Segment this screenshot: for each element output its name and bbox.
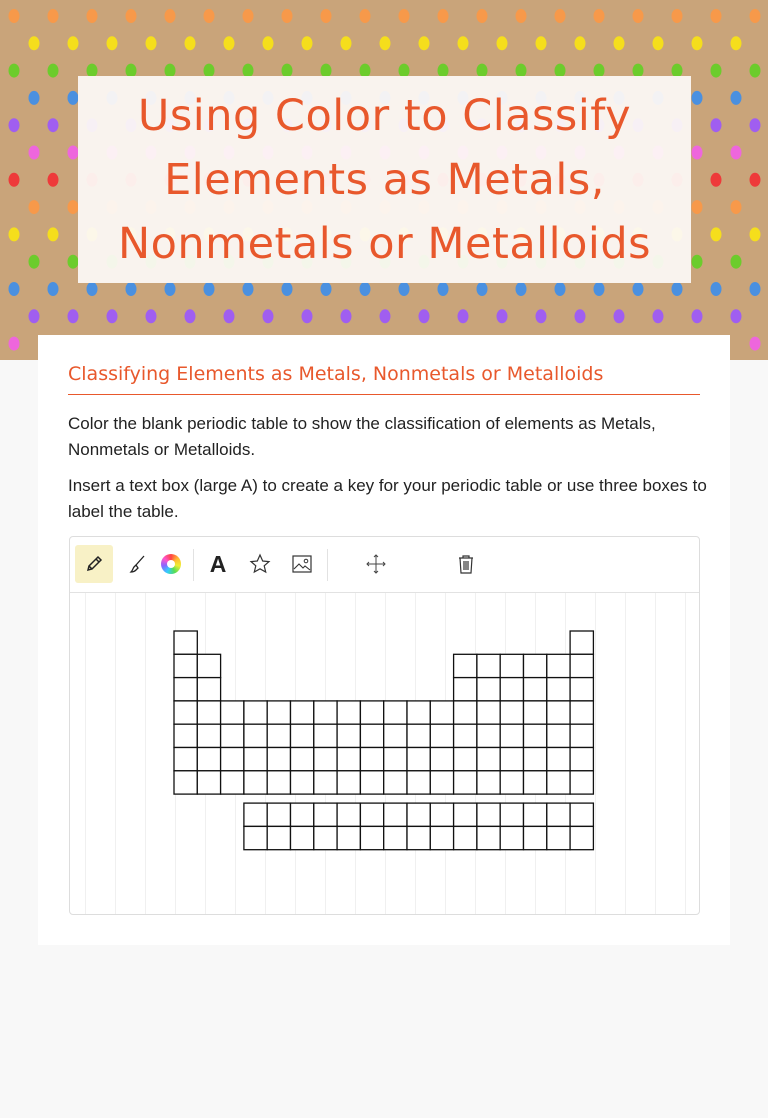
element-cell[interactable] (384, 803, 407, 826)
dot (224, 36, 235, 50)
element-cell[interactable] (570, 701, 593, 724)
element-cell[interactable] (477, 678, 500, 701)
header-banner (0, 0, 768, 360)
dot (360, 9, 371, 23)
element-cell[interactable] (384, 826, 407, 849)
dot (536, 36, 547, 50)
element-cell[interactable] (360, 748, 383, 771)
pencil-icon (84, 554, 104, 574)
element-cell[interactable] (524, 678, 547, 701)
element-cell[interactable] (454, 701, 477, 724)
brush-icon (127, 554, 147, 574)
element-cell[interactable] (407, 803, 430, 826)
dot (399, 9, 410, 23)
element-cell[interactable] (547, 724, 570, 747)
text-icon: A (209, 550, 227, 577)
color-wheel-icon (161, 554, 181, 574)
element-cell[interactable] (174, 678, 197, 701)
element-cell[interactable] (454, 654, 477, 677)
element-cell[interactable] (360, 701, 383, 724)
element-cell[interactable] (547, 654, 570, 677)
element-cell[interactable] (500, 748, 523, 771)
star-icon (249, 553, 271, 575)
dot (438, 9, 449, 23)
element-cell[interactable] (500, 654, 523, 677)
element-cell[interactable] (454, 803, 477, 826)
color-picker-button[interactable] (152, 545, 190, 583)
dot (731, 309, 742, 323)
element-cell[interactable] (547, 748, 570, 771)
element-cell[interactable] (430, 748, 453, 771)
dot (575, 36, 586, 50)
page-title: Using Color to Classify Elements as Metals, Nonmetals or Metalloids (117, 90, 652, 269)
drawing-editor (69, 536, 700, 915)
dot (692, 200, 703, 214)
dot (633, 9, 644, 23)
dot (48, 227, 59, 241)
element-cell[interactable] (477, 771, 500, 794)
element-cell[interactable] (174, 701, 197, 724)
element-cell[interactable] (337, 724, 360, 747)
dot (185, 36, 196, 50)
element-cell[interactable] (547, 678, 570, 701)
element-cell[interactable] (291, 826, 314, 849)
element-cell[interactable] (384, 748, 407, 771)
dot (29, 309, 40, 323)
dot (126, 282, 137, 296)
dot (302, 309, 313, 323)
section-subtitle: Classifying Elements as Metals, Nonmetals or Metalloids (68, 363, 700, 395)
dot (711, 9, 722, 23)
element-cell[interactable] (267, 771, 290, 794)
dot (692, 146, 703, 160)
dot (399, 282, 410, 296)
element-cell[interactable] (197, 748, 220, 771)
element-cell[interactable] (221, 724, 244, 747)
element-cell[interactable] (524, 654, 547, 677)
dot (692, 36, 703, 50)
trash-icon (457, 554, 475, 574)
dot (711, 282, 722, 296)
element-cell[interactable] (267, 701, 290, 724)
dot (555, 9, 566, 23)
element-cell[interactable] (244, 803, 267, 826)
toolbar-divider (193, 549, 194, 581)
element-cell[interactable] (174, 771, 197, 794)
element-cell[interactable] (244, 826, 267, 849)
dot (302, 36, 313, 50)
dot (750, 337, 761, 351)
dot (126, 9, 137, 23)
element-cell[interactable] (477, 701, 500, 724)
dot (750, 227, 761, 241)
dot (9, 227, 20, 241)
element-cell[interactable] (500, 826, 523, 849)
element-cell[interactable] (547, 771, 570, 794)
dot (477, 9, 488, 23)
element-cell[interactable] (570, 724, 593, 747)
element-cell[interactable] (407, 748, 430, 771)
element-cell[interactable] (500, 803, 523, 826)
dot (516, 9, 527, 23)
blank-periodic-table (70, 593, 699, 915)
element-cell[interactable] (291, 701, 314, 724)
element-cell[interactable] (384, 724, 407, 747)
text-button[interactable] (199, 545, 237, 583)
element-cell[interactable] (314, 826, 337, 849)
dot (750, 282, 761, 296)
dot (146, 309, 157, 323)
element-cell[interactable] (314, 771, 337, 794)
element-cell[interactable] (430, 803, 453, 826)
dot (653, 309, 664, 323)
dot (750, 9, 761, 23)
dot (224, 309, 235, 323)
dot (458, 36, 469, 50)
element-cell[interactable] (477, 748, 500, 771)
element-cell[interactable] (197, 678, 220, 701)
element-cell[interactable] (454, 678, 477, 701)
dot (68, 91, 79, 105)
element-cell[interactable] (314, 724, 337, 747)
pencil-button[interactable] (75, 545, 113, 583)
element-cell[interactable] (267, 724, 290, 747)
element-cell[interactable] (337, 771, 360, 794)
dot (614, 309, 625, 323)
dot (594, 282, 605, 296)
dot (750, 118, 761, 132)
element-cell[interactable] (454, 826, 477, 849)
move-button[interactable] (357, 545, 395, 583)
dot (9, 118, 20, 132)
element-cell[interactable] (360, 826, 383, 849)
element-cell[interactable] (407, 701, 430, 724)
element-cell[interactable] (197, 701, 220, 724)
element-cell[interactable] (291, 771, 314, 794)
dot (419, 309, 430, 323)
element-cell[interactable] (244, 771, 267, 794)
dot (614, 36, 625, 50)
element-cell[interactable] (267, 803, 290, 826)
element-cell[interactable] (174, 654, 197, 677)
dot (731, 91, 742, 105)
element-cell[interactable] (221, 748, 244, 771)
element-cell[interactable] (174, 724, 197, 747)
dot (380, 36, 391, 50)
dot (263, 36, 274, 50)
dot (29, 36, 40, 50)
element-cell[interactable] (570, 748, 593, 771)
drawing-canvas[interactable] (70, 593, 699, 915)
dot (321, 282, 332, 296)
delete-button[interactable] (447, 545, 485, 583)
element-cell[interactable] (454, 748, 477, 771)
dot (536, 309, 547, 323)
dot (243, 282, 254, 296)
dot (692, 309, 703, 323)
dot (419, 36, 430, 50)
dot (68, 255, 79, 269)
dot (458, 309, 469, 323)
dot (497, 309, 508, 323)
dot (497, 36, 508, 50)
instructions-paragraph-1: Color the blank periodic table to show the classification of elements as Metals, Nonmetals or Metalloids. (68, 414, 656, 459)
element-cell[interactable] (291, 724, 314, 747)
dot (731, 36, 742, 50)
element-cell[interactable] (337, 803, 360, 826)
dot (9, 337, 20, 351)
dot (692, 91, 703, 105)
element-cell[interactable] (221, 771, 244, 794)
dot (282, 282, 293, 296)
element-cell[interactable] (291, 803, 314, 826)
dot (633, 282, 644, 296)
element-cell[interactable] (477, 654, 500, 677)
dot (477, 282, 488, 296)
element-cell[interactable] (314, 701, 337, 724)
element-cell[interactable] (197, 771, 220, 794)
dot (107, 36, 118, 50)
dot (87, 9, 98, 23)
worksheet-card (38, 335, 730, 945)
dot (48, 173, 59, 187)
element-cell[interactable] (524, 748, 547, 771)
dot (29, 255, 40, 269)
element-cell[interactable] (430, 826, 453, 849)
element-cell[interactable] (337, 748, 360, 771)
dot (750, 64, 761, 78)
dot (87, 282, 98, 296)
dot (68, 309, 79, 323)
element-cell[interactable] (547, 803, 570, 826)
element-cell[interactable] (500, 678, 523, 701)
dot (29, 200, 40, 214)
dot (204, 9, 215, 23)
dot (692, 255, 703, 269)
element-cell[interactable] (570, 631, 593, 654)
instructions-paragraph-2: Insert a text box (large A) to create a key for your periodic table or use three boxes to label the table. (68, 476, 707, 521)
element-cell[interactable] (524, 803, 547, 826)
element-cell[interactable] (337, 826, 360, 849)
dot (243, 9, 254, 23)
dot (29, 146, 40, 160)
element-cell[interactable] (267, 748, 290, 771)
element-cell[interactable] (197, 724, 220, 747)
element-cell[interactable] (314, 803, 337, 826)
element-cell[interactable] (407, 826, 430, 849)
dot (263, 309, 274, 323)
element-cell[interactable] (384, 771, 407, 794)
element-cell[interactable] (477, 803, 500, 826)
dot (165, 9, 176, 23)
element-cell[interactable] (360, 771, 383, 794)
title-box (78, 76, 691, 283)
element-cell[interactable] (570, 654, 593, 677)
element-cell[interactable] (570, 678, 593, 701)
dot (282, 9, 293, 23)
dot (711, 173, 722, 187)
dot (9, 64, 20, 78)
element-cell[interactable] (500, 771, 523, 794)
element-cell[interactable] (174, 748, 197, 771)
dot (555, 282, 566, 296)
dot (48, 9, 59, 23)
sticker-button[interactable] (241, 545, 279, 583)
element-cell[interactable] (430, 724, 453, 747)
dot (68, 36, 79, 50)
element-cell[interactable] (454, 771, 477, 794)
image-icon (292, 555, 312, 573)
dot (48, 118, 59, 132)
dot (165, 282, 176, 296)
dot (731, 255, 742, 269)
dot (516, 282, 527, 296)
brush-button[interactable] (118, 545, 156, 583)
element-cell[interactable] (547, 701, 570, 724)
dot (146, 36, 157, 50)
element-cell[interactable] (524, 701, 547, 724)
element-cell[interactable] (314, 748, 337, 771)
element-cell[interactable] (267, 826, 290, 849)
element-cell[interactable] (291, 748, 314, 771)
drawing-toolbar (70, 537, 699, 593)
element-cell[interactable] (430, 701, 453, 724)
dot (107, 309, 118, 323)
element-cell[interactable] (477, 724, 500, 747)
element-cell[interactable] (221, 701, 244, 724)
element-cell[interactable] (407, 771, 430, 794)
dot (68, 146, 79, 160)
dot (48, 64, 59, 78)
dot (9, 9, 20, 23)
element-cell[interactable] (570, 826, 593, 849)
dot (731, 200, 742, 214)
dot (711, 64, 722, 78)
element-cell[interactable] (407, 724, 430, 747)
dot (575, 309, 586, 323)
dot (185, 309, 196, 323)
image-button[interactable] (283, 545, 321, 583)
element-cell[interactable] (360, 803, 383, 826)
element-cell[interactable] (244, 748, 267, 771)
dot (48, 282, 59, 296)
dot (711, 118, 722, 132)
element-cell[interactable] (524, 724, 547, 747)
dot (360, 282, 371, 296)
dot (341, 309, 352, 323)
element-cell[interactable] (337, 701, 360, 724)
dot (9, 173, 20, 187)
dot (29, 91, 40, 105)
dot (68, 200, 79, 214)
element-cell[interactable] (360, 724, 383, 747)
element-cell[interactable] (477, 826, 500, 849)
dot (380, 309, 391, 323)
dot (9, 282, 20, 296)
dot (731, 146, 742, 160)
element-cell[interactable] (430, 771, 453, 794)
dot (341, 36, 352, 50)
element-cell[interactable] (524, 771, 547, 794)
move-icon (366, 554, 386, 574)
dot (750, 173, 761, 187)
element-cell[interactable] (244, 701, 267, 724)
dot (438, 282, 449, 296)
element-cell[interactable] (454, 724, 477, 747)
dot (653, 36, 664, 50)
element-cell[interactable] (500, 724, 523, 747)
element-cell[interactable] (197, 654, 220, 677)
dot (672, 282, 683, 296)
dot (672, 9, 683, 23)
toolbar-divider (327, 549, 328, 581)
element-cell[interactable] (570, 803, 593, 826)
element-cell[interactable] (570, 771, 593, 794)
element-cell[interactable] (524, 826, 547, 849)
dot (594, 9, 605, 23)
dot (204, 282, 215, 296)
element-cell[interactable] (174, 631, 197, 654)
element-cell[interactable] (500, 701, 523, 724)
element-cell[interactable] (244, 724, 267, 747)
element-cell[interactable] (384, 701, 407, 724)
dot (711, 227, 722, 241)
dot (321, 9, 332, 23)
element-cell[interactable] (547, 826, 570, 849)
